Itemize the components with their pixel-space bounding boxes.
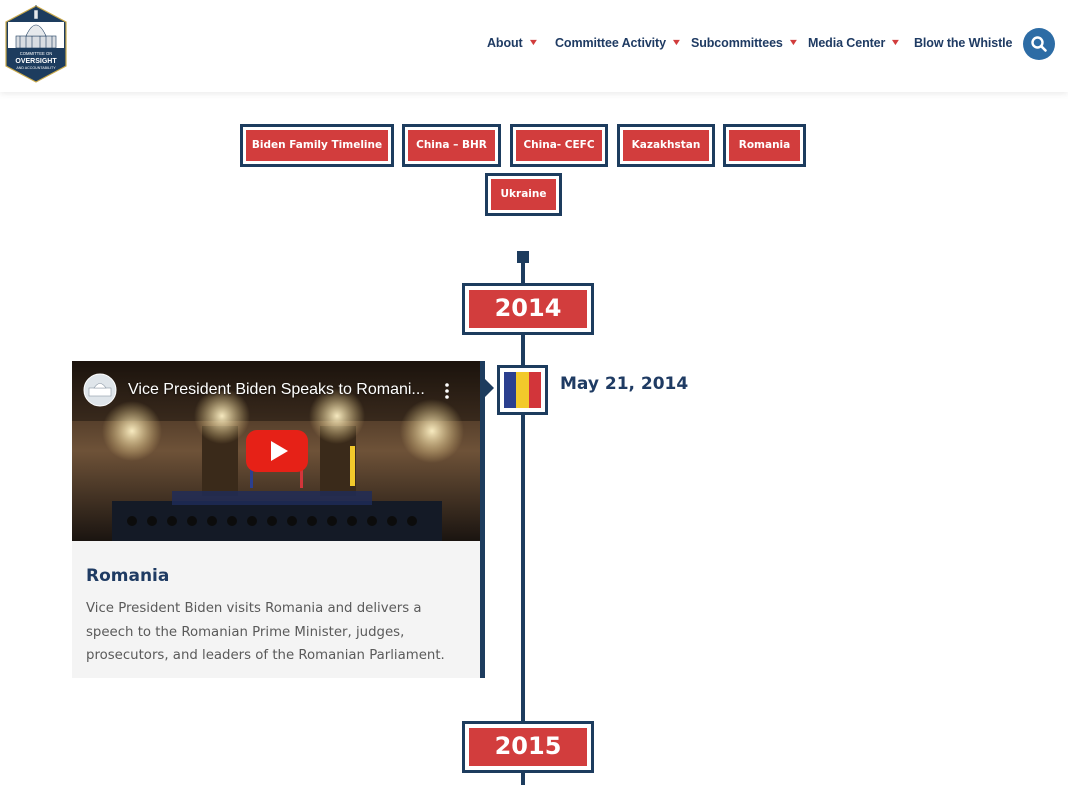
tag-ukraine[interactable] <box>485 173 562 216</box>
card-accent-border <box>480 361 485 678</box>
youtube-play-icon[interactable] <box>246 430 308 472</box>
search-icon <box>1023 28 1055 60</box>
year-label: 2014 <box>469 290 587 328</box>
search-button[interactable] <box>1023 28 1055 60</box>
committee-logo[interactable] <box>2 2 70 86</box>
chevron-down-icon: ▼ <box>527 37 539 47</box>
nav-committee-activity[interactable] <box>555 36 681 50</box>
chevron-down-icon: ▼ <box>787 37 799 47</box>
tag-label: Ukraine <box>491 179 556 210</box>
nav-blow-the-whistle-label: Blow the Whistle <box>914 36 1013 50</box>
romania-flag-marker <box>497 365 548 415</box>
tag-kazakhstan[interactable] <box>617 124 715 167</box>
nav-media-center[interactable] <box>808 36 900 50</box>
chevron-down-icon: ▼ <box>670 37 683 47</box>
nav-committee-activity-label: Committee Activity <box>555 36 666 50</box>
year-label: 2015 <box>469 728 587 766</box>
logo-line3: AND ACCOUNTABILITY <box>16 66 56 70</box>
nav-subcommittees-label: Subcommittees <box>691 36 783 50</box>
tag-label: China – BHR <box>408 130 495 161</box>
video-title[interactable]: Vice President Biden Speaks to Romani... <box>128 381 425 398</box>
site-header <box>0 0 1068 92</box>
nav-media-center-label: Media Center <box>808 36 886 50</box>
logo-line2: OVERSIGHT <box>15 58 57 65</box>
card-pointer <box>485 379 494 397</box>
tag-biden-family-timeline[interactable] <box>240 124 394 167</box>
chevron-down-icon: ▼ <box>889 37 902 47</box>
nav-blow-the-whistle[interactable] <box>914 36 1012 50</box>
nav-subcommittees[interactable] <box>691 36 798 50</box>
entry-description: Vice President Biden visits Romania and delivers a speech to the Romanian Prime Minister, judges, prosecutors, and leaders of the Romanian Parliament. <box>86 601 445 663</box>
entry-date: May 21, 2014 <box>560 374 689 394</box>
nav-about-label: About <box>487 36 523 50</box>
tag-romania[interactable] <box>723 124 806 167</box>
nav-about[interactable] <box>487 36 537 50</box>
logo-line1: COMMITTEE ON <box>19 51 53 56</box>
tag-label: Kazakhstan <box>623 130 709 161</box>
tag-label: Biden Family Timeline <box>246 130 388 161</box>
year-marker-2014 <box>462 283 594 335</box>
tag-label: China- CEFC <box>516 130 602 161</box>
tag-china-bhr[interactable] <box>402 124 501 167</box>
tag-china-cefc[interactable] <box>510 124 608 167</box>
year-marker-2015 <box>462 721 594 773</box>
timeline-line <box>521 258 525 785</box>
entry-title: Romania <box>86 566 170 586</box>
romania-flag-icon <box>504 372 541 408</box>
youtube-video-embed[interactable] <box>72 361 480 541</box>
tag-label: Romania <box>729 130 800 161</box>
